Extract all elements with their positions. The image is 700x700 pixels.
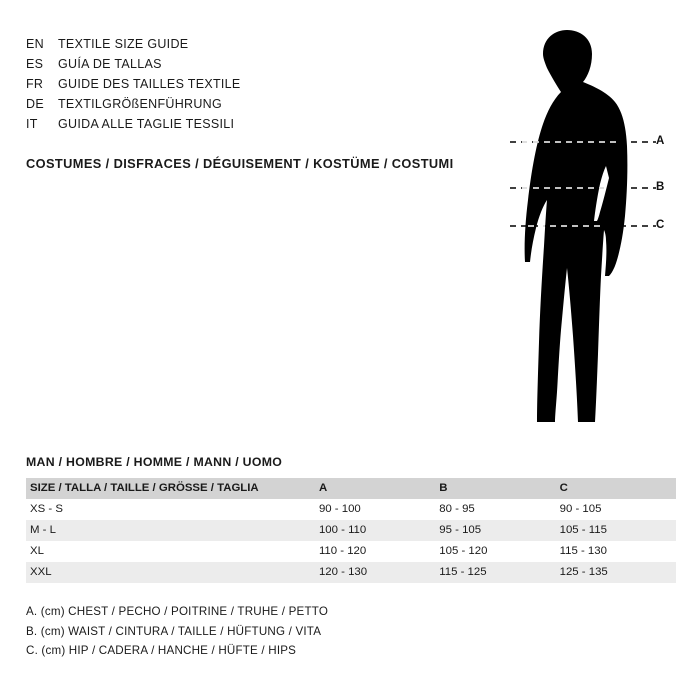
table-head — [26, 478, 676, 499]
table-row — [26, 499, 676, 520]
cell-hip: 125 - 135 — [559, 566, 608, 578]
cell-size: XL — [30, 545, 44, 557]
language-text: TEXTILGRÖßENFÜHRUNG — [58, 97, 223, 111]
language-text: GUIDA ALLE TAGLIE TESSILI — [58, 117, 235, 131]
language-text: TEXTILE SIZE GUIDE — [58, 37, 189, 51]
cell-chest: 90 - 100 — [318, 503, 361, 515]
cell-size: XS - S — [30, 503, 63, 515]
table-header-size: SIZE / TALLA / TAILLE / GRÖSSE / TAGLIA — [30, 482, 259, 494]
language-code: ES — [26, 57, 44, 71]
table-header-b: B — [439, 482, 448, 494]
note-hip: C. (cm) HIP / CADERA / HANCHE / HÜFTE / HIPS — [26, 644, 297, 657]
table-header-row — [26, 478, 676, 499]
table-header-a: A — [318, 482, 328, 494]
measure-label-b: B — [656, 181, 665, 193]
language-text: GUIDE DES TAILLES TEXTILE — [58, 77, 241, 91]
language-code: IT — [26, 117, 38, 131]
cell-size: M - L — [30, 524, 56, 536]
language-code: FR — [26, 77, 44, 91]
measure-label-c: C — [656, 219, 665, 231]
cell-hip: 115 - 130 — [559, 545, 607, 557]
size-table-section — [26, 455, 676, 583]
table-header-c: C — [559, 482, 568, 494]
cell-waist: 80 - 95 — [439, 503, 475, 515]
language-row — [26, 34, 446, 54]
cell-chest: 120 - 130 — [318, 566, 368, 578]
language-row — [26, 54, 446, 74]
language-row — [26, 94, 446, 114]
table-title: MAN / HOMBRE / HOMME / MANN / UOMO — [26, 455, 283, 469]
cell-hip: 90 - 105 — [559, 503, 602, 515]
category-title: COSTUMES / DISFRACES / DÉGUISEMENT / KOSTÜME / COSTUMI — [26, 156, 454, 171]
table-row — [26, 562, 676, 583]
table-row — [26, 541, 676, 562]
language-row — [26, 114, 446, 134]
size-table — [26, 478, 676, 583]
cell-waist: 115 - 125 — [439, 566, 487, 578]
cell-chest: 110 - 120 — [318, 545, 367, 557]
male-silhouette-icon — [470, 20, 680, 440]
table-body — [26, 499, 676, 583]
language-code: EN — [26, 37, 44, 51]
cell-hip: 105 - 115 — [559, 524, 607, 536]
measurement-notes — [26, 602, 328, 661]
measure-label-a: A — [656, 135, 665, 147]
language-list — [26, 34, 446, 134]
language-text: GUÍA DE TALLAS — [58, 57, 162, 71]
body-figure — [470, 20, 680, 440]
cell-chest: 100 - 110 — [318, 524, 367, 536]
language-row — [26, 74, 446, 94]
note-chest: A. (cm) CHEST / PECHO / POITRINE / TRUHE / PETTO — [26, 605, 329, 618]
language-code: DE — [26, 97, 44, 111]
cell-waist: 105 - 120 — [439, 545, 488, 557]
note-waist: B. (cm) WAIST / CINTURA / TAILLE / HÜFTUNG / VITA — [26, 624, 322, 638]
cell-waist: 95 - 105 — [439, 524, 482, 536]
table-row — [26, 520, 676, 541]
cell-size: XXL — [30, 566, 52, 578]
